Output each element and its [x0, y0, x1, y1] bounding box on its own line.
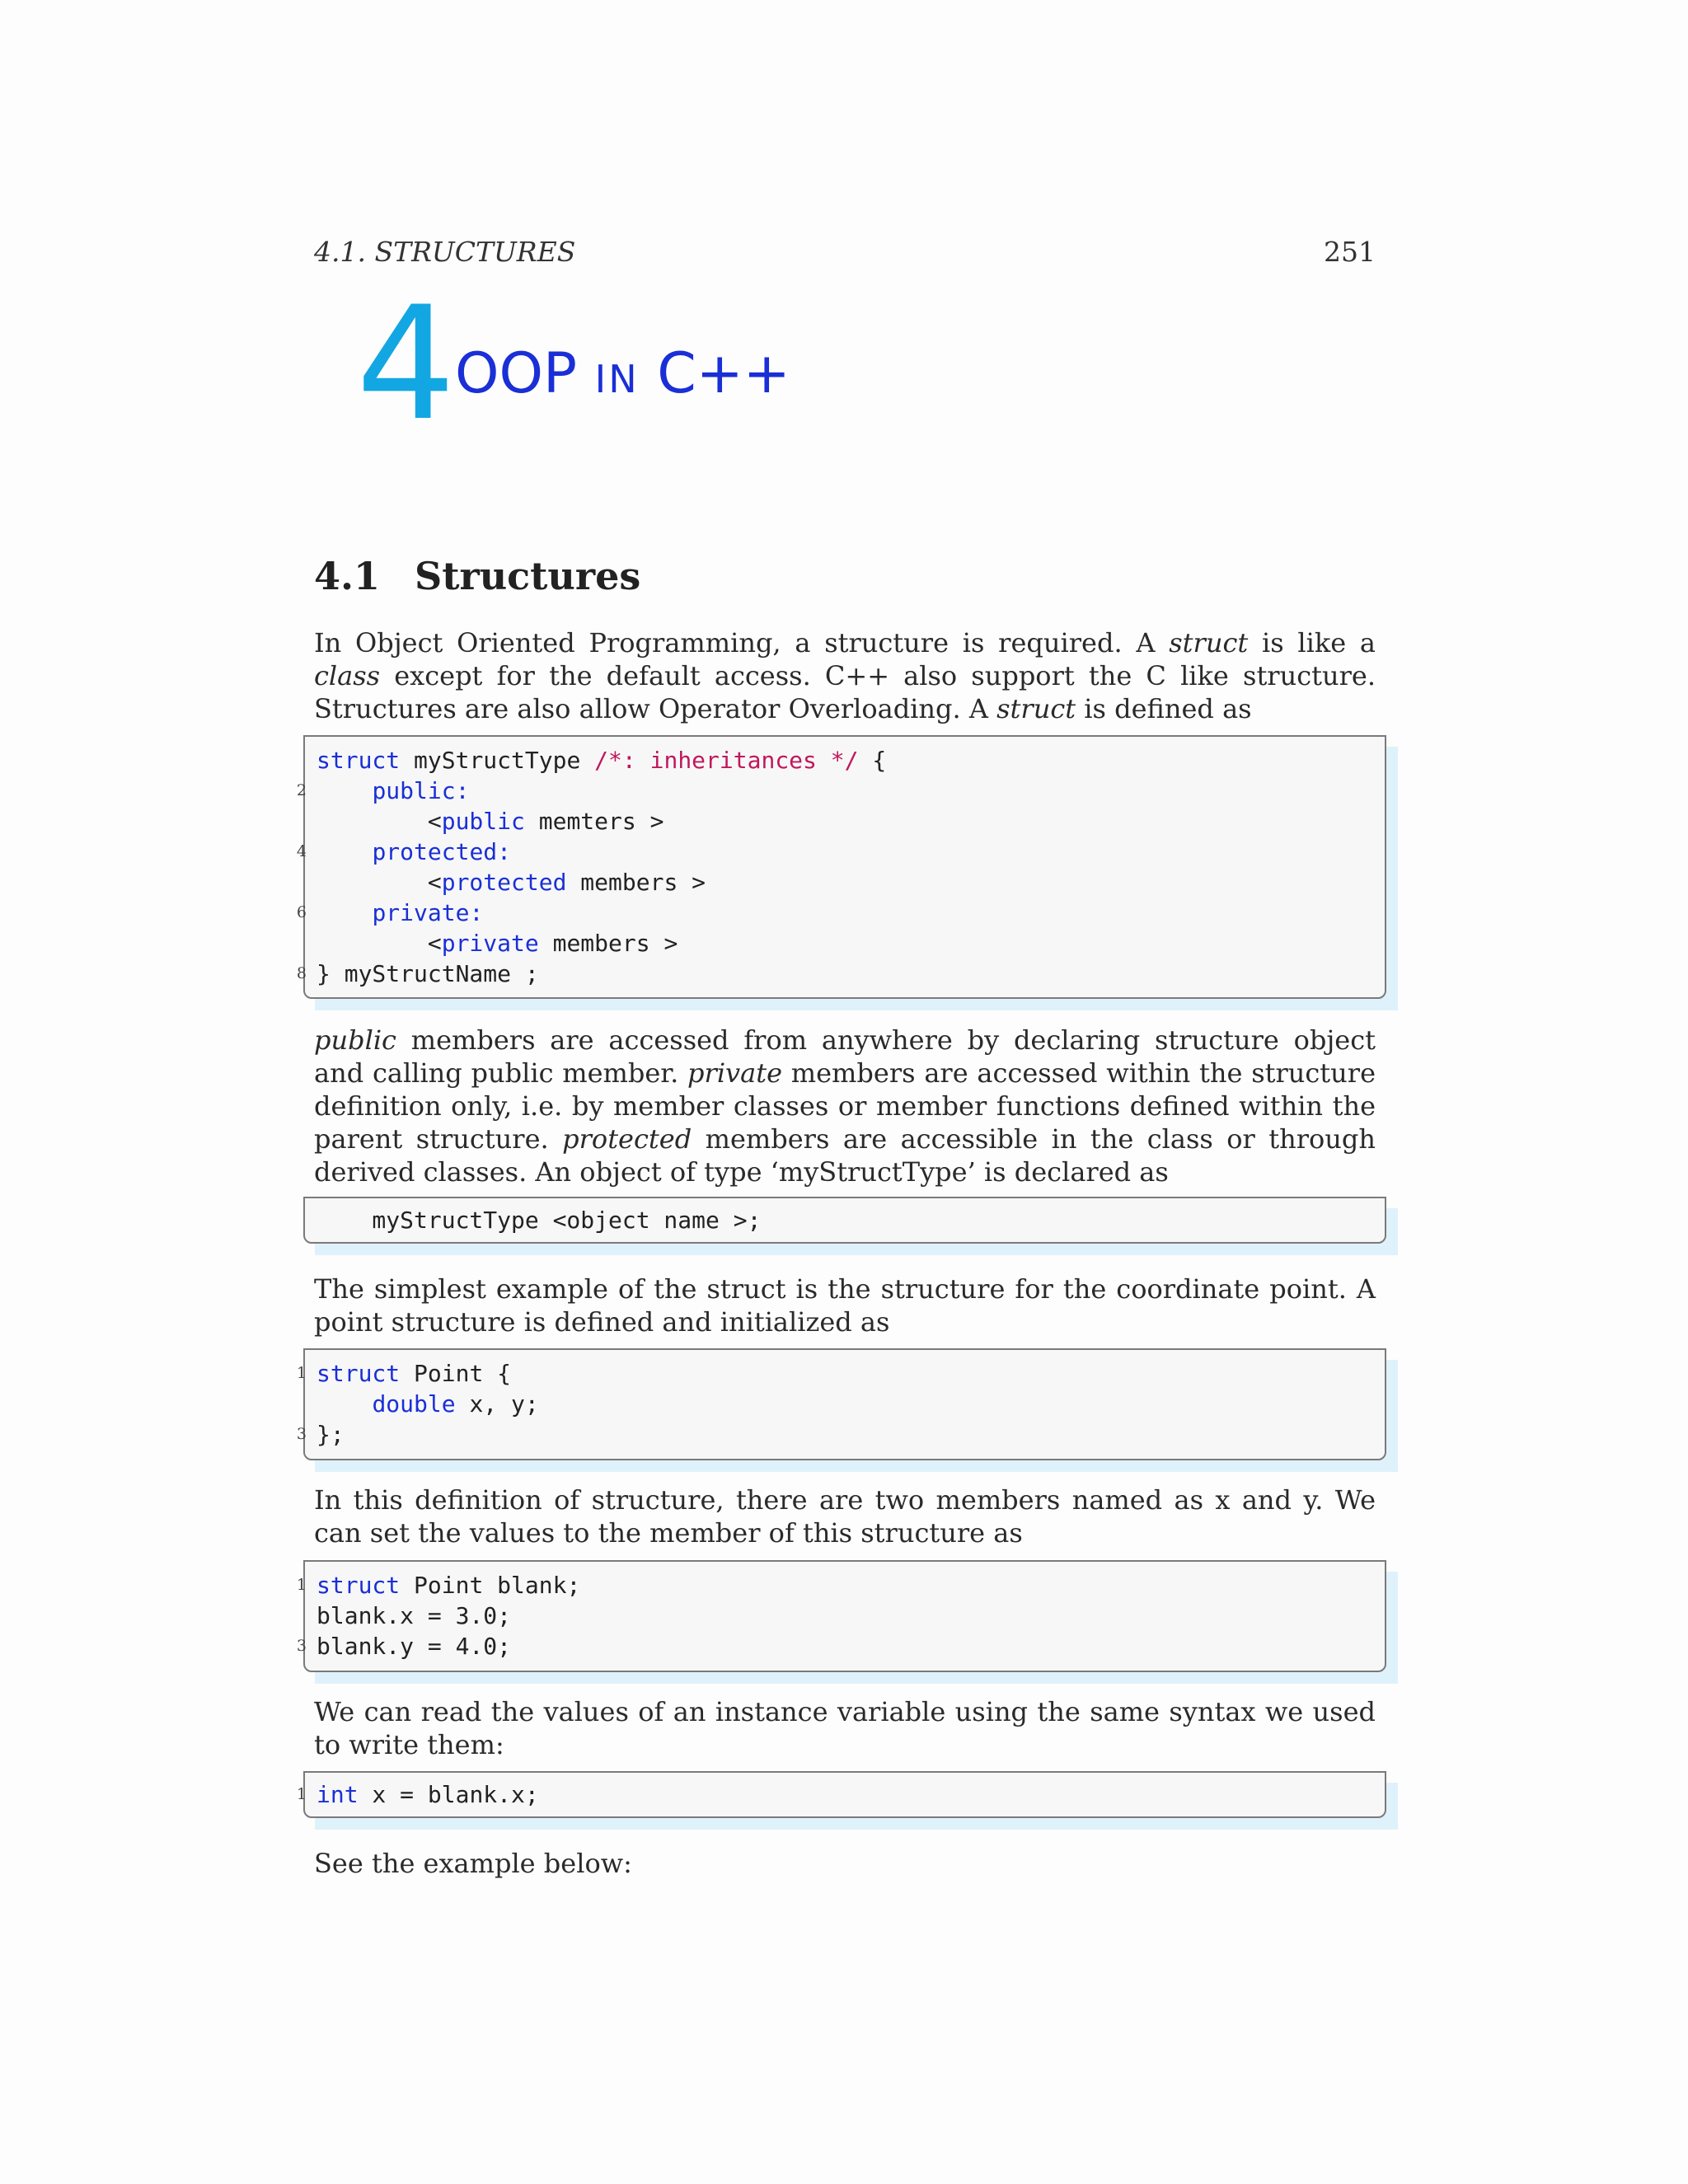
code-line: 1 struct Point {	[316, 1358, 1385, 1389]
code-block-object-declaration	[303, 1197, 1386, 1244]
code-block-struct-definition	[296, 735, 1386, 999]
code-line: double x, y;	[372, 1390, 539, 1418]
section-heading	[314, 554, 640, 598]
chapter-title	[455, 341, 790, 406]
section-title: Structures	[415, 554, 641, 598]
code-block-point-struct	[296, 1348, 1386, 1460]
line-number: 1	[296, 1785, 307, 1803]
line-number: 3	[296, 1637, 307, 1655]
code-line: 2 public:	[316, 776, 1385, 806]
code-line: blank.x = 3.0;	[316, 1602, 512, 1629]
chapter-title-part: OOP	[455, 341, 595, 406]
code-line: <private members >	[427, 930, 678, 957]
section-number: 4.1	[314, 554, 381, 598]
running-header: 4.1. STRUCTURES	[314, 236, 576, 268]
code-line: struct myStructType /*: inheritances */ {	[316, 747, 887, 774]
code-line: 3 };	[316, 1419, 1385, 1450]
code-line: myStructType <object name >;	[316, 1207, 762, 1234]
paragraph-see-example: See the example below:	[314, 1848, 632, 1879]
chapter-title-part: IN	[594, 357, 640, 401]
code-line: 4 protected:	[316, 837, 1385, 867]
chapter-title-part: C++	[639, 341, 790, 406]
code-line: 8 } myStructName ;	[316, 958, 1385, 989]
line-number: 4	[296, 842, 307, 860]
code-line: <protected members >	[427, 869, 706, 896]
code-line: <public memters >	[427, 808, 664, 835]
code-line: 1 int x = blank.x;	[316, 1779, 1385, 1810]
code-line: 3 blank.y = 4.0;	[316, 1631, 1385, 1661]
line-number: 3	[296, 1425, 307, 1443]
line-number: 1	[296, 1576, 307, 1594]
paragraph-intro: In Object Oriented Programming, a structure is required. A struct is like a class except for the default access. C++ also support the C like structure. Structures are also allow Operator Overloading. A struct is defined as	[314, 627, 1376, 724]
paragraph-access-specifiers: public members are accessed from anywhere by declaring structure object and calling public member. private members are accessed within the structure definition only, i.e. by member classes or member functions defined within the parent structure. protected members are accessible in the class or through derived classes. An object of type ‘myStructType’ is declared as	[314, 1024, 1376, 1188]
line-number: 6	[296, 903, 307, 921]
code-block-read-value	[296, 1771, 1386, 1818]
line-number: 1	[296, 1364, 307, 1382]
line-number: 8	[296, 964, 307, 982]
code-line: 1 struct Point blank;	[316, 1570, 1385, 1601]
paragraph-read-values: We can read the values of an instance variable using the same syntax we used to write them:	[314, 1696, 1376, 1760]
page-number: 251	[1324, 236, 1376, 268]
code-block-set-values	[296, 1560, 1386, 1672]
chapter-number: 4	[356, 273, 456, 455]
paragraph-members: In this definition of structure, there are two members named as x and y. We can set the values to the member of this structure as	[314, 1484, 1376, 1549]
paragraph-point-example: The simplest example of the struct is the structure for the coordinate point. A point structure is defined and initialized as	[314, 1273, 1376, 1338]
code-line: 6 private:	[316, 898, 1385, 928]
line-number: 2	[296, 781, 307, 799]
